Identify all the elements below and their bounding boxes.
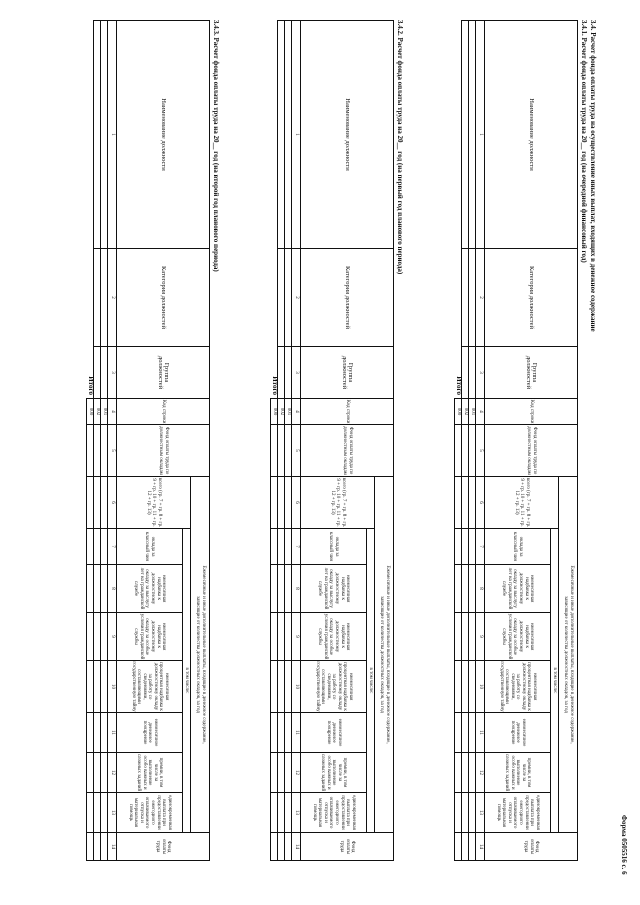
cell-empty[interactable]	[278, 21, 285, 249]
row-code: 001	[101, 399, 108, 425]
col-13: единовременная выплата при предоставлении ежегодного оплачиваемого отпуска и материальная помощь	[485, 793, 551, 833]
col-number: 14	[108, 833, 117, 861]
cell-empty[interactable]	[455, 477, 462, 529]
col-number: 13	[108, 793, 117, 833]
col-number: 1	[292, 21, 301, 249]
subsection-title-2: 3.4.2. Расчет фонда оплаты труда на 20__ год (на первый год планового периода)	[396, 20, 404, 275]
cell-empty[interactable]	[278, 661, 285, 713]
section-title: 3.4. Расчет фонда оплаты труда на осуществление иных выплат, входящих в денежное содержание	[589, 20, 597, 332]
col-category: Категория должностей	[485, 249, 578, 347]
col-fund-salary: Фонд оплаты труда по должностным окладам	[485, 425, 578, 477]
cell-empty[interactable]	[87, 793, 94, 833]
cell-empty[interactable]	[278, 249, 285, 347]
cell-empty[interactable]	[462, 833, 469, 861]
col-number: 12	[476, 753, 485, 793]
cell-empty[interactable]	[462, 21, 469, 249]
cell-empty[interactable]	[101, 613, 108, 661]
col-total: всего (гр. 7 + гр. 8 + гр. 9 + гр. 10 + гр. 11 + гр. 12 + гр. 13)	[117, 477, 191, 529]
cell-empty[interactable]	[469, 793, 476, 833]
col-7: оклада за классный чин	[117, 529, 183, 565]
cell-empty[interactable]	[455, 793, 462, 833]
cell-empty[interactable]	[469, 477, 476, 529]
col-number: 7	[292, 529, 301, 565]
cell-empty[interactable]	[285, 565, 292, 613]
col-total: всего (гр. 7 + гр. 8 + гр. 9 + гр. 10 + гр. 11 + гр. 12 + гр. 13)	[485, 477, 559, 529]
cell-empty[interactable]	[101, 793, 108, 833]
col-number: 1	[476, 21, 485, 249]
col-number: 12	[108, 753, 117, 793]
col-number: 11	[292, 713, 301, 753]
col-number: 1	[108, 21, 117, 249]
cell-empty[interactable]	[469, 347, 476, 399]
col-12: премии, в том числе за выполнение особо важных и сложных заданий	[117, 753, 183, 793]
col-number: 10	[108, 661, 117, 713]
col-number: 11	[476, 713, 485, 753]
row-code: 001	[469, 399, 476, 425]
col-number: 13	[292, 793, 301, 833]
cell-empty[interactable]	[285, 529, 292, 565]
cell-empty[interactable]	[94, 425, 101, 477]
cell-empty[interactable]	[87, 833, 94, 861]
cell-empty[interactable]	[87, 425, 94, 477]
cell-empty[interactable]	[278, 565, 285, 613]
col-number: 4	[476, 399, 485, 425]
cell-empty[interactable]	[462, 529, 469, 565]
cell-empty[interactable]	[94, 21, 101, 249]
cell-empty[interactable]	[285, 833, 292, 861]
col-number: 9	[476, 613, 485, 661]
cell-empty[interactable]	[469, 249, 476, 347]
cell-empty[interactable]	[455, 753, 462, 793]
col-8: ежемесячная надбавка к должностному окладу за выслугу лет на гражданской службе	[485, 565, 551, 613]
col-category: Категория должностей	[117, 249, 210, 347]
cell-empty[interactable]	[462, 425, 469, 477]
cell-empty[interactable]	[469, 529, 476, 565]
col-number: 3	[476, 347, 485, 399]
col-fund-salary: Фонд оплаты труда по должностным окладам	[117, 425, 210, 477]
col-12: премии, в том числе за выполнение особо важных и сложных заданий	[301, 753, 367, 793]
cell-empty[interactable]	[271, 613, 278, 661]
cell-empty[interactable]	[271, 529, 278, 565]
cell-empty[interactable]	[101, 21, 108, 249]
cell-empty[interactable]	[101, 713, 108, 753]
subsection-title-3: 3.4.3. Расчет фонда оплаты труда на 20__ год (на второй год планового периода)	[212, 20, 220, 272]
col-number: 9	[292, 613, 301, 661]
cell-empty[interactable]	[101, 249, 108, 347]
col-incl: в том числе:	[183, 529, 191, 833]
cell-empty[interactable]	[101, 347, 108, 399]
cell-empty[interactable]	[87, 613, 94, 661]
cell-empty[interactable]	[455, 565, 462, 613]
cell-empty[interactable]	[101, 529, 108, 565]
col-incl: в том числе:	[551, 529, 559, 833]
col-number: 8	[476, 565, 485, 613]
col-fund-total: Фонд оплаты труда	[117, 833, 210, 861]
cell-empty[interactable]	[285, 347, 292, 399]
cell-empty[interactable]	[469, 833, 476, 861]
cell-empty[interactable]	[469, 21, 476, 249]
cell-empty[interactable]	[94, 347, 101, 399]
col-7: оклада за классный чин	[485, 529, 551, 565]
cell-empty[interactable]	[455, 529, 462, 565]
col-13: единовременная выплата при предоставлении ежегодного оплачиваемого отпуска и материальная помощь	[117, 793, 183, 833]
col-number: 6	[292, 477, 301, 529]
cell-empty[interactable]	[278, 529, 285, 565]
cell-empty[interactable]	[462, 661, 469, 713]
cell-empty[interactable]	[455, 661, 462, 713]
col-number: 3	[108, 347, 117, 399]
cell-empty[interactable]	[271, 713, 278, 753]
col-12: премии, в том числе за выполнение особо важных и сложных заданий	[485, 753, 551, 793]
cell-empty[interactable]	[271, 793, 278, 833]
cell-empty[interactable]	[271, 661, 278, 713]
col-group-title: Ежемесячные и иные дополнительные выплаты, входящие в денежное содержание, зависящие от количества должностных окладов, за год	[375, 477, 394, 833]
col-number: 5	[292, 425, 301, 477]
col-9: ежемесячная надбавка к должностному окладу за особые условия гражданской службы	[485, 613, 551, 661]
cell-empty[interactable]	[285, 793, 292, 833]
col-group: Группа должностей	[117, 347, 210, 399]
col-group: Группа должностей	[301, 347, 394, 399]
cell-empty[interactable]	[271, 565, 278, 613]
row-code: 000	[455, 399, 462, 425]
row-code: 000	[271, 399, 278, 425]
cell-empty[interactable]	[94, 529, 101, 565]
cell-empty[interactable]	[87, 661, 94, 713]
col-position: Наименование должности	[117, 21, 210, 249]
col-incl: в том числе:	[367, 529, 375, 833]
col-position: Наименование должности	[301, 21, 394, 249]
cell-empty[interactable]	[271, 833, 278, 861]
col-8: ежемесячная надбавка к должностному окладу за выслугу лет на гражданской службе	[301, 565, 367, 613]
cell-empty[interactable]	[285, 613, 292, 661]
col-9: ежемесячная надбавка к должностному окладу за особые условия гражданской службы	[301, 613, 367, 661]
cell-empty[interactable]	[285, 753, 292, 793]
col-number: 7	[476, 529, 485, 565]
cell-empty[interactable]	[462, 753, 469, 793]
col-number: 5	[476, 425, 485, 477]
cell-empty[interactable]	[278, 713, 285, 753]
col-fund-salary: Фонд оплаты труда по должностным окладам	[301, 425, 394, 477]
col-number: 8	[292, 565, 301, 613]
cell-empty[interactable]	[462, 249, 469, 347]
cell-empty[interactable]	[469, 613, 476, 661]
cell-empty[interactable]	[462, 613, 469, 661]
cell-empty[interactable]	[469, 713, 476, 753]
col-number: 9	[108, 613, 117, 661]
cell-empty[interactable]	[101, 753, 108, 793]
cell-empty[interactable]	[455, 833, 462, 861]
cell-empty[interactable]	[271, 425, 278, 477]
cell-empty[interactable]	[101, 565, 108, 613]
cell-empty[interactable]	[278, 425, 285, 477]
col-10: ежемесячная процентная надбавка к должностному окладу за работу со сведениями, составляющими государственную тайну	[485, 661, 551, 713]
col-number: 6	[108, 477, 117, 529]
cell-empty[interactable]	[455, 713, 462, 753]
cell-empty[interactable]	[278, 613, 285, 661]
cell-empty[interactable]	[285, 713, 292, 753]
col-number: 14	[292, 833, 301, 861]
col-number: 7	[108, 529, 117, 565]
cell-empty[interactable]	[455, 425, 462, 477]
itogo-label: Итого	[454, 376, 463, 395]
cell-empty[interactable]	[285, 661, 292, 713]
col-group: Группа должностей	[485, 347, 578, 399]
row-code: 002	[278, 399, 285, 425]
col-11: ежемесячное денежное поощрение	[117, 713, 183, 753]
col-10: ежемесячная процентная надбавка к должностному окладу за работу со сведениями, составляющими государственную тайну	[117, 661, 183, 713]
cell-empty[interactable]	[462, 793, 469, 833]
cell-empty[interactable]	[469, 425, 476, 477]
fund-table-2	[270, 20, 394, 861]
cell-empty[interactable]	[462, 477, 469, 529]
col-number: 10	[292, 661, 301, 713]
cell-empty[interactable]	[101, 833, 108, 861]
col-11: ежемесячное денежное поощрение	[485, 713, 551, 753]
col-group-title: Ежемесячные и иные дополнительные выплаты, входящие в денежное содержание, зависящие от количества должностных окладов, за год	[559, 477, 578, 833]
col-number: 2	[476, 249, 485, 347]
col-13: единовременная выплата при предоставлении ежегодного оплачиваемого отпуска и материальная помощь	[301, 793, 367, 833]
col-9: ежемесячная надбавка к должностному окладу за особые условия гражданской службы	[117, 613, 183, 661]
cell-empty[interactable]	[285, 477, 292, 529]
col-number: 4	[108, 399, 117, 425]
cell-empty[interactable]	[87, 713, 94, 753]
col-number: 4	[292, 399, 301, 425]
cell-empty[interactable]	[278, 753, 285, 793]
col-total: всего (гр. 7 + гр. 8 + гр. 9 + гр. 10 + гр. 11 + гр. 12 + гр. 13)	[301, 477, 375, 529]
cell-empty[interactable]	[285, 249, 292, 347]
col-group-title: Ежемесячные и иные дополнительные выплаты, входящие в денежное содержание, зависящие от количества должностных окладов, за год	[191, 477, 210, 833]
col-number: 8	[108, 565, 117, 613]
cell-empty[interactable]	[87, 565, 94, 613]
cell-empty[interactable]	[94, 249, 101, 347]
cell-empty[interactable]	[469, 753, 476, 793]
cell-empty[interactable]	[101, 425, 108, 477]
cell-empty[interactable]	[455, 613, 462, 661]
cell-empty[interactable]	[94, 661, 101, 713]
cell-empty[interactable]	[278, 793, 285, 833]
cell-empty[interactable]	[285, 21, 292, 249]
cell-empty[interactable]	[101, 661, 108, 713]
cell-empty[interactable]	[271, 753, 278, 793]
cell-empty[interactable]	[87, 477, 94, 529]
col-number: 13	[476, 793, 485, 833]
cell-empty[interactable]	[94, 713, 101, 753]
cell-empty[interactable]	[94, 793, 101, 833]
cell-empty[interactable]	[87, 753, 94, 793]
col-fund-total: Фонд оплаты труда	[301, 833, 394, 861]
col-8: ежемесячная надбавка к должностному окладу за выслугу лет на гражданской службе	[117, 565, 183, 613]
row-code: 002	[94, 399, 101, 425]
col-number: 6	[476, 477, 485, 529]
cell-empty[interactable]	[94, 833, 101, 861]
row-code: 000	[87, 399, 94, 425]
row-code: 002	[462, 399, 469, 425]
cell-empty[interactable]	[94, 565, 101, 613]
col-number: 3	[292, 347, 301, 399]
cell-empty[interactable]	[469, 661, 476, 713]
cell-empty[interactable]	[87, 529, 94, 565]
cell-empty[interactable]	[101, 477, 108, 529]
col-number: 11	[108, 713, 117, 753]
col-10: ежемесячная процентная надбавка к должностному окладу за работу со сведениями, составляющими государственную тайну	[301, 661, 367, 713]
col-7: оклада за классный чин	[301, 529, 367, 565]
col-code: Код строки	[485, 399, 578, 425]
col-category: Категория должностей	[301, 249, 394, 347]
cell-empty[interactable]	[94, 613, 101, 661]
cell-empty[interactable]	[94, 753, 101, 793]
cell-empty[interactable]	[278, 347, 285, 399]
cell-empty[interactable]	[462, 565, 469, 613]
form-code: Форма 0505516 с. 6	[620, 815, 628, 875]
cell-empty[interactable]	[285, 425, 292, 477]
cell-empty[interactable]	[462, 347, 469, 399]
cell-empty[interactable]	[469, 565, 476, 613]
col-number: 5	[108, 425, 117, 477]
row-code: 001	[285, 399, 292, 425]
cell-empty[interactable]	[462, 713, 469, 753]
col-number: 12	[292, 753, 301, 793]
cell-empty[interactable]	[94, 477, 101, 529]
subsection-title-1: 3.4.1. Расчет фонда оплаты труда на 20__ год (на очередной финансовый год)	[580, 20, 588, 263]
col-11: ежемесячное денежное поощрение	[301, 713, 367, 753]
col-code: Код строки	[301, 399, 394, 425]
itogo-label: Итого	[270, 376, 279, 395]
col-number: 2	[108, 249, 117, 347]
cell-empty[interactable]	[278, 477, 285, 529]
cell-empty[interactable]	[271, 477, 278, 529]
fund-table-1	[454, 20, 578, 861]
col-number: 10	[476, 661, 485, 713]
cell-empty[interactable]	[278, 833, 285, 861]
itogo-label: Итого	[86, 376, 95, 395]
col-code: Код строки	[117, 399, 210, 425]
col-number: 14	[476, 833, 485, 861]
fund-table-3	[86, 20, 210, 861]
col-position: Наименование должности	[485, 21, 578, 249]
col-fund-total: Фонд оплаты труда	[485, 833, 578, 861]
col-number: 2	[292, 249, 301, 347]
